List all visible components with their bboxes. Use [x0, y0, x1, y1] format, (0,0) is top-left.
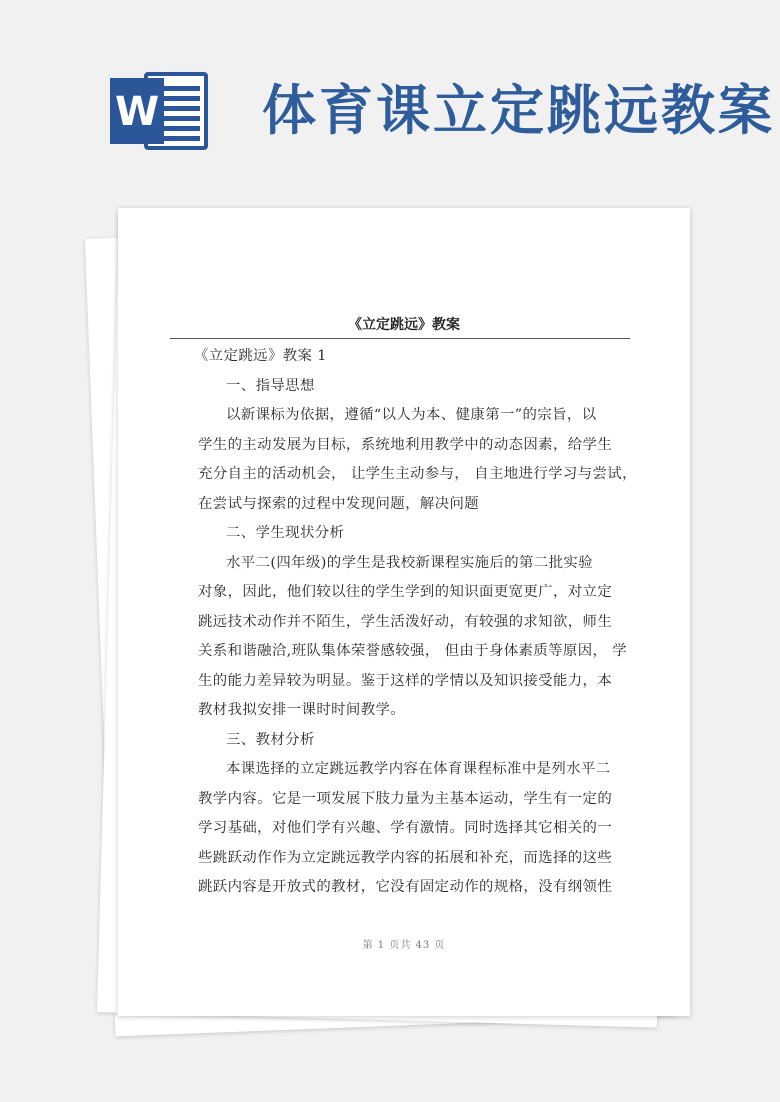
word-document-icon	[110, 70, 210, 152]
subsection-heading: 三、教材分析	[226, 731, 315, 748]
section-heading: 《立定跳远》教案 1	[194, 348, 327, 364]
body-line: 关系和谐融洽,班队集体荣誉感较强， 但由于身体素质等原因， 学	[198, 643, 628, 659]
body-line: 学生的主动发展为目标，系统地利用教学中的动态因素，给学生	[198, 436, 613, 453]
header-title: 体育课立定跳远教案	[262, 79, 775, 142]
title-divider	[170, 338, 630, 339]
body-line: 教学内容。它是一项发展下肢力量为主基本运动，学生有一定的	[198, 790, 613, 807]
subsection-heading: 一、指导思想	[226, 377, 315, 394]
word-logo-letter: W	[114, 89, 160, 135]
body-line: 在尝试与探索的过程中发现问题，解决问题	[198, 495, 480, 512]
subsection-heading: 二、学生现状分析	[226, 525, 345, 541]
body-line: 对象，因此，他们较以往的学生学到的知识面更宽更广，对立定	[198, 584, 613, 600]
body-line: 充分自主的活动机会， 让学生主动参与， 自主地进行学习与尝试，	[198, 466, 637, 482]
body-line: 跳远技术动作并不陌生，学生活泼好动，有较强的求知欲，师生	[198, 613, 613, 630]
body-line: 水平二(四年级)的学生是我校新课程实施后的第二批实验	[226, 554, 594, 571]
body-line: 生的能力差异较为明显。鉴于这样的学情以及知识接受能力，本	[198, 672, 613, 689]
body-line: 本课选择的立定跳远教学内容在体育课程标准中是列水平二	[226, 761, 611, 777]
document-body	[194, 342, 637, 903]
body-line: 跳跃内容是开放式的教材，它没有固定动作的规格，没有纲领性	[198, 879, 613, 895]
body-line: 些跳跃动作作为立定跳远教学内容的拓展和补充，而选择的这些	[198, 849, 613, 866]
body-line: 教材我拟安排一课时时间教学。	[198, 702, 406, 718]
document-title: 《立定跳远》教案	[348, 317, 460, 333]
page-number-footer: 第 1 页共 43 页	[362, 940, 446, 951]
page-header	[0, 0, 780, 190]
body-line: 学习基础，对他们学有兴趣、学有激情。同时选择其它相关的一	[198, 820, 613, 836]
document-page	[118, 208, 690, 1016]
body-line: 以新课标为依据，遵循“以人为本、健康第一”的宗旨，以	[226, 407, 597, 423]
